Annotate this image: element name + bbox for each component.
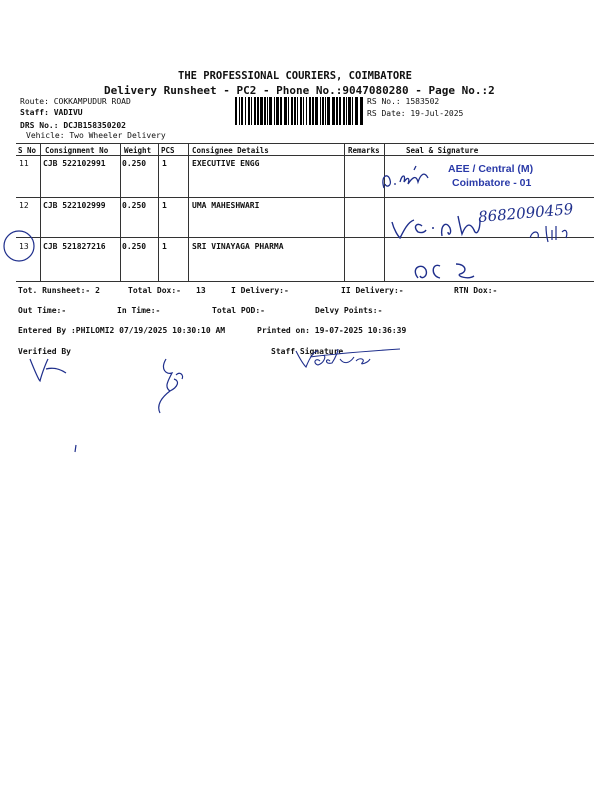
entered-by: Entered By :PHILOMI2 07/19/2025 10:30:10 AM: [18, 326, 226, 335]
signature-scribbles: [20, 345, 420, 455]
row-pcs: 1: [162, 159, 167, 168]
staff-signature-label: Staff Signature: [271, 347, 344, 356]
route: Route: COKKAMPUDUR ROAD: [20, 97, 131, 106]
rs-number: RS No.: 1583502: [367, 97, 440, 106]
stamp-line2: Coimbatore - 01: [452, 177, 532, 189]
rs-date: RS Date: 19-Jul-2025: [367, 109, 464, 118]
i-delivery: I Delivery:-: [231, 286, 289, 295]
stamp-line1: AEE / Central (M): [448, 163, 534, 175]
tot-runsheet: Tot. Runsheet:- 2: [18, 286, 100, 295]
col-weight: Weight: [124, 146, 152, 155]
rtn-dox: RTN Dox:-: [454, 286, 498, 295]
col-consignee: Consignee Details: [192, 146, 269, 155]
total-pod: Total POD:-: [212, 306, 265, 315]
verified-by-label: Verified By: [18, 347, 71, 356]
row-pcs: 1: [162, 242, 167, 251]
row-weight: 0.250: [122, 159, 147, 168]
in-time: In Time:-: [117, 306, 161, 315]
row-consignment: CJB 522102999: [43, 201, 106, 210]
handwritten-phone: 8682090459: [477, 199, 575, 227]
row-consignee: SRI VINAYAGA PHARMA: [192, 242, 284, 251]
row-sno: 12: [19, 201, 29, 210]
total-dox-label: Total Dox:-: [128, 286, 181, 295]
delvy-points: Delvy Points:-: [315, 306, 383, 315]
col-pcs: PCS: [161, 146, 175, 155]
ii-delivery: II Delivery:-: [341, 286, 404, 295]
row-consignee: UMA MAHESHWARI: [192, 201, 260, 210]
handwritten-circle: [2, 228, 38, 264]
vehicle: Vehicle: Two Wheeler Delivery: [26, 131, 166, 140]
staff: Staff: VADIVU: [20, 108, 83, 117]
runsheet-subtitle: Delivery Runsheet - PC2 - Phone No.:9047080280 - Page No.:2: [104, 84, 495, 97]
total-dox-value: 13: [196, 286, 206, 295]
drs-number: DRS No.: DCJB158350202: [20, 121, 126, 130]
stray-mark: [72, 444, 80, 454]
col-remarks: Remarks: [348, 146, 380, 155]
out-time: Out Time:-: [18, 306, 67, 315]
row-consignee: EXECUTIVE ENGG: [192, 159, 260, 168]
row-consignment: CJB 522102991: [43, 159, 106, 168]
row-pcs: 1: [162, 201, 167, 210]
row-sno: 13: [19, 242, 29, 251]
handwritten-signatures: [370, 160, 600, 290]
company-title: THE PROFESSIONAL COURIERS, COIMBATORE: [178, 70, 412, 82]
col-sno: S No: [18, 146, 37, 155]
col-consignment: Consignment No: [45, 146, 109, 155]
col-seal: Seal & Signature: [406, 146, 479, 155]
row-sno: 11: [19, 159, 29, 168]
row-consignment: CJB 521827216: [43, 242, 106, 251]
barcode: [235, 97, 363, 125]
row-weight: 0.250: [122, 201, 147, 210]
row-weight: 0.250: [122, 242, 147, 251]
printed-on: Printed on: 19-07-2025 10:36:39: [257, 326, 407, 335]
